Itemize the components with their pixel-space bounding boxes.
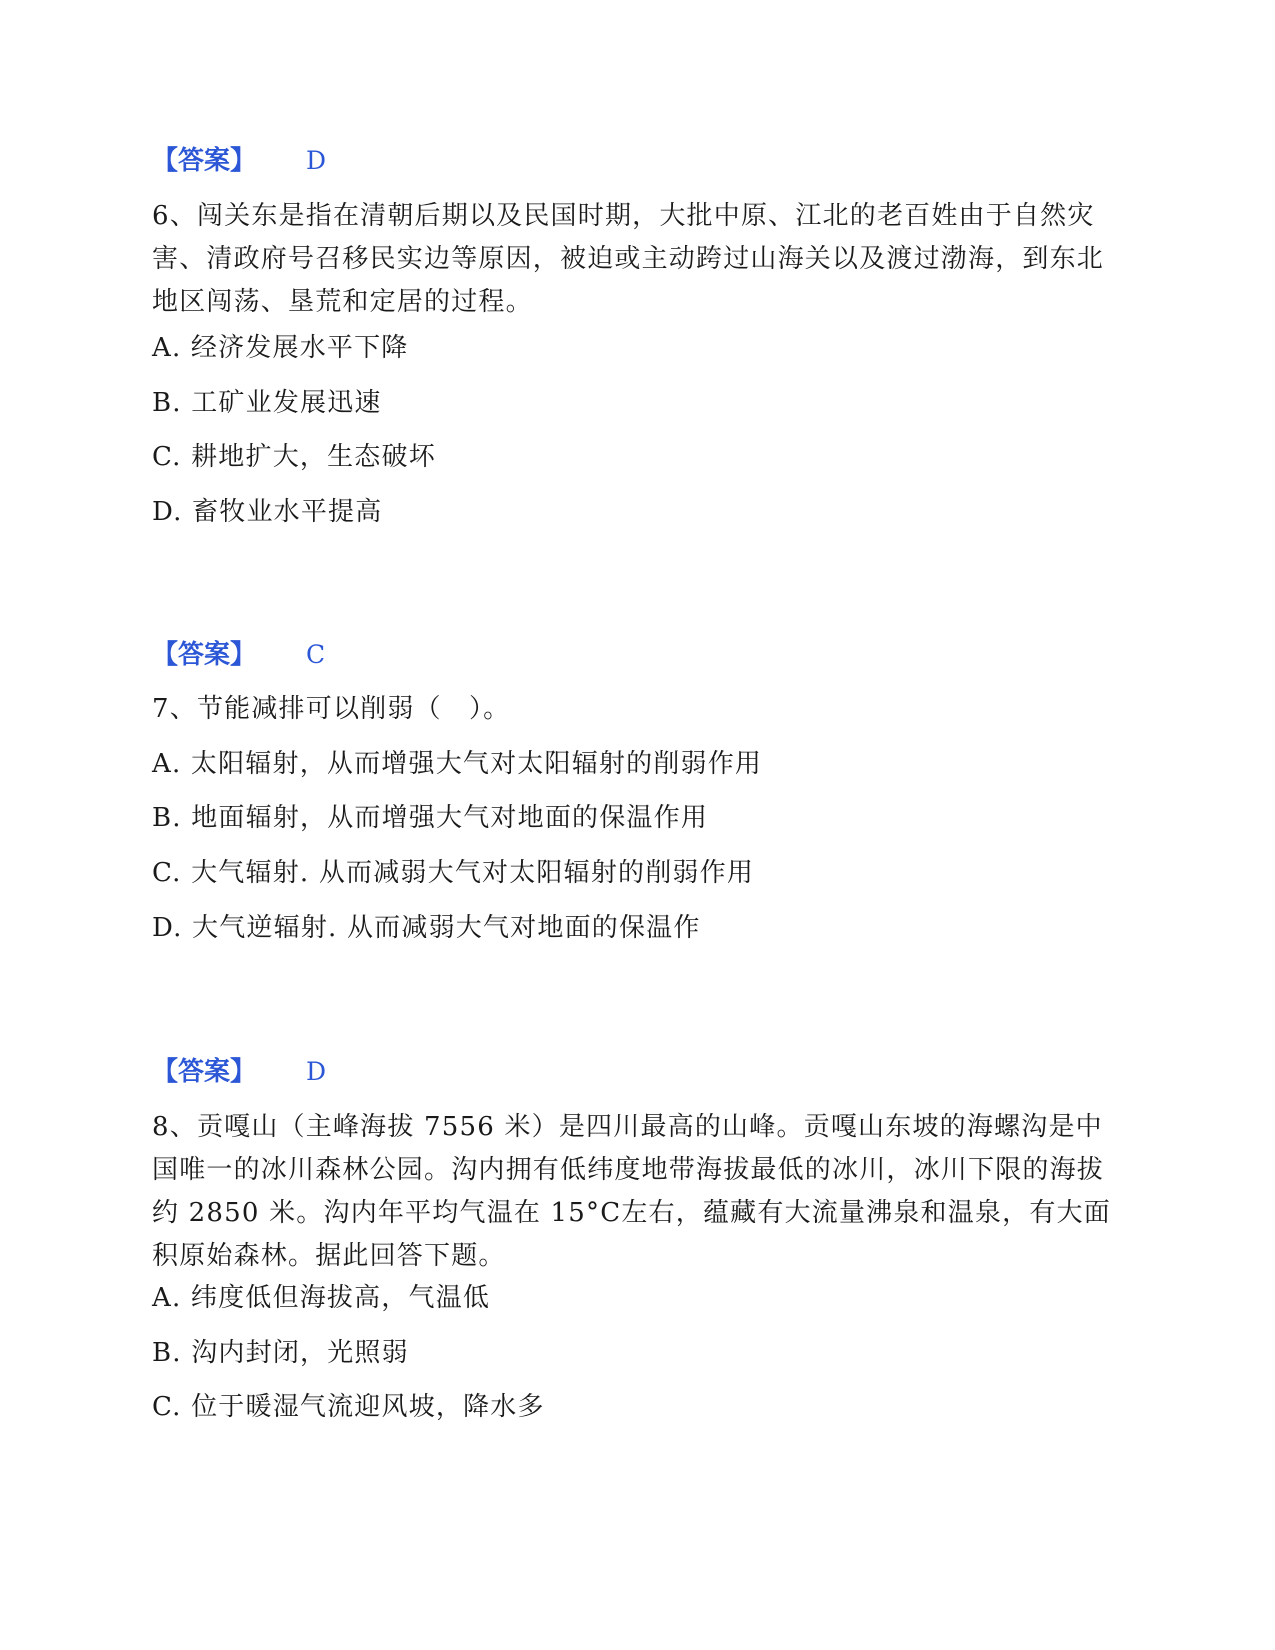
answer-label: 【答案】 [152, 1057, 257, 1087]
question-7-option-a: A. 太阳辐射，从而增强大气对太阳辐射的削弱作用 [152, 749, 763, 779]
answer-label: 【答案】 [152, 640, 257, 670]
question-6-option-c: C. 耕地扩大，生态破坏 [152, 442, 436, 472]
question-7-option-b: B. 地面辐射，从而增强大气对地面的保温作用 [152, 803, 709, 833]
answer-line [152, 637, 325, 673]
answer-label: 【答案】 [152, 146, 257, 176]
question-7-option-d: D. 大气逆辐射. 从而减弱大气对地面的保温作 [152, 913, 701, 943]
question-8-text: 8、贡嘎山（主峰海拔 7556 米）是四川最高的山峰。贡嘎山东坡的海螺沟是中国唯一的冰川森林公园。沟内拥有低纬度地带海拔最低的冰川，冰川下限的海拔约 2850 米。沟内年平均气温在 15°C左右，蕴藏有大流量沸泉和温泉，有大面积原始森林。据此回答下题。 [152, 1112, 1111, 1271]
question-7-text: 7、节能减排可以削弱（ ）。 [152, 694, 511, 724]
answer-line [152, 1054, 326, 1090]
answer-line [152, 143, 326, 179]
question-6-text: 6、闯关东是指在清朝后期以及民国时期，大批中原、江北的老百姓由于自然灾害、清政府号召移民实边等原因，被迫或主动跨过山海关以及渡过渤海，到东北地区闯荡、垦荒和定居的过程。 [152, 201, 1105, 317]
question-7-option-c: C. 大气辐射. 从而减弱大气对太阳辐射的削弱作用 [152, 858, 755, 888]
question-6-option-b: B. 工矿业发展迅速 [152, 388, 382, 418]
question-6-option-d: D. 畜牧业水平提高 [152, 497, 383, 527]
question-8-option-b: B. 沟内封闭，光照弱 [152, 1338, 409, 1368]
question-8-option-c: C. 位于暖湿气流迎风坡，降水多 [152, 1392, 545, 1422]
answer-value: D [306, 1057, 327, 1086]
answer-value: C [306, 640, 326, 669]
question-8-option-a: A. 纬度低但海拔高，气温低 [152, 1283, 491, 1313]
answer-value: D [306, 146, 327, 175]
question-6-option-a: A. 经济发展水平下降 [152, 333, 409, 363]
